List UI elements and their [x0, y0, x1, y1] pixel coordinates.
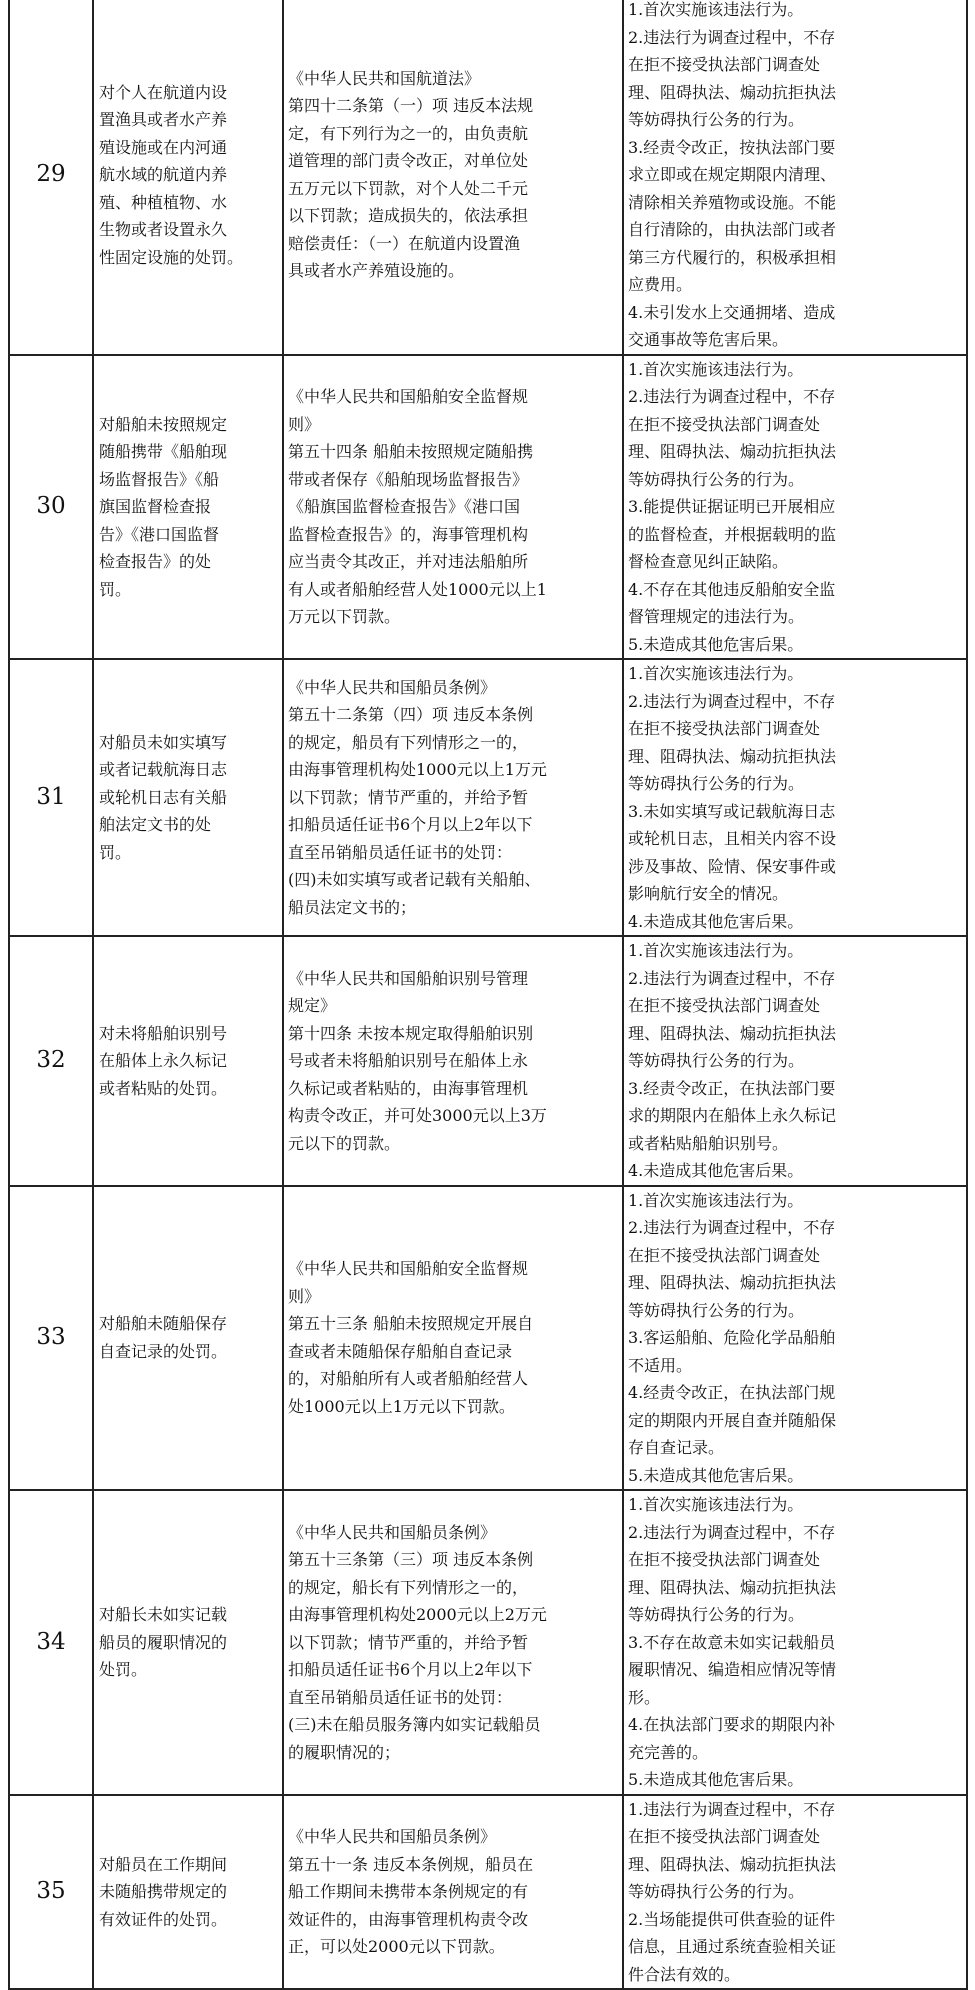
- violation-line: 告》《港口国监督: [99, 524, 220, 544]
- row-number: 31: [9, 659, 93, 936]
- row-number: 30: [9, 355, 93, 660]
- legal-basis-line: 带或者保存《船舶现场监督报告》: [288, 469, 529, 489]
- condition-line: 在拒不接受执法部门调查处: [628, 414, 821, 434]
- condition-line: 第三方代履行的，积极承担相: [628, 247, 837, 267]
- condition-line: 应费用。: [628, 275, 693, 294]
- condition-line: 交通事故等危害后果。: [628, 330, 789, 349]
- legal-basis-line: 《中华人民共和国船员条例》: [288, 1522, 497, 1542]
- legal-basis-line: 第十四条 未按本规定取得船舶识别: [288, 1023, 534, 1043]
- table-row: [9, 659, 967, 936]
- violation-name-cell: [93, 1795, 283, 1990]
- condition-line: 3.能提供证据证明已开展相应: [628, 497, 836, 516]
- row-number: 35: [9, 1795, 93, 1990]
- condition-line: 2.违法行为调查过程中，不存: [628, 1522, 836, 1542]
- condition-line: 1.首次实施该违法行为。: [628, 1190, 804, 1210]
- legal-basis-line: 五万元以下罚款，对个人处二千元: [288, 178, 529, 198]
- violation-line: 置渔具或者水产养: [99, 110, 228, 129]
- condition-line: 1.首次实施该违法行为。: [628, 664, 804, 683]
- exemption-conditions-cell: [623, 936, 967, 1186]
- condition-line: 2.违法行为调查过程中，不存: [628, 1218, 836, 1237]
- legal-basis-line: 处1000元以上1万元以下罚款。: [288, 1396, 515, 1416]
- legal-basis-line: 效证件的，由海事管理机构责令改: [288, 1909, 529, 1929]
- condition-line: 3.客运船舶、危险化学品船舶: [628, 1328, 836, 1347]
- violation-line: 随船携带《船舶现: [99, 442, 228, 461]
- violation-name-cell: [93, 1186, 283, 1491]
- violation-line: 或者记载航海日志: [99, 760, 228, 780]
- legal-basis-line: 第五十一条 违反本条例规，船员在: [288, 1854, 534, 1874]
- row-number: 32: [9, 936, 93, 1186]
- condition-line: 1.首次实施该违法行为。: [628, 941, 804, 960]
- condition-line: 3.不存在故意未如实记载船员: [628, 1632, 836, 1652]
- legal-basis-line: 以下罚款；造成损失的，依法承担: [288, 206, 529, 226]
- legal-basis-line: 直至吊销船员适任证书的处罚：: [288, 842, 513, 862]
- legal-basis-cell: [283, 0, 623, 355]
- condition-line: 理、阻碍执法、煽动抗拒执法: [628, 442, 837, 461]
- violation-line: 对船员未如实填写: [99, 732, 228, 752]
- violation-name-cell: [93, 1490, 283, 1795]
- condition-line: 定的期限内开展自查并随船保: [628, 1410, 837, 1430]
- table-row: [9, 1795, 967, 1990]
- exemption-conditions-cell: [623, 659, 967, 936]
- violation-line: 船员的履职情况的: [99, 1632, 228, 1652]
- legal-basis-line: 以下罚款；情节严重的，并给予暂: [288, 1632, 529, 1652]
- condition-line: 履职情况、编造相应情况等情: [628, 1660, 837, 1679]
- violation-line: 场监督报告》《船: [99, 469, 220, 489]
- condition-line: 不适用。: [628, 1355, 693, 1375]
- condition-line: 在拒不接受执法部门调查处: [628, 1245, 821, 1265]
- condition-line: 理、阻碍执法、煽动抗拒执法: [628, 1023, 837, 1043]
- condition-line: 1.首次实施该违法行为。: [628, 359, 804, 379]
- legal-basis-line: 《中华人民共和国船舶识别号管理: [288, 968, 529, 988]
- legal-basis-line: 《中华人民共和国船舶安全监督规: [288, 1259, 529, 1279]
- legal-basis-line: 应当责令其改正，并对违法船舶所: [288, 552, 529, 571]
- condition-line: 在拒不接受执法部门调查处: [628, 996, 821, 1015]
- legal-basis-line: (三)未在船员服务簿内如实记载船员: [288, 1715, 541, 1734]
- exemption-conditions-cell: [623, 355, 967, 660]
- legal-basis-line: 赔偿责任：（一）在航道内设置渔: [288, 233, 521, 253]
- violation-line: 或轮机日志有关船: [99, 787, 228, 807]
- legal-basis-line: 则》: [288, 1286, 321, 1306]
- violation-line: 有效证件的处罚。: [99, 1909, 228, 1929]
- condition-line: 5.未造成其他危害后果。: [628, 634, 804, 654]
- legal-basis-line: 号或者未将船舶识别号在船体上永: [288, 1051, 529, 1070]
- condition-line: 自行清除的，由执法部门或者: [628, 220, 837, 239]
- condition-line: 督检查意见纠正缺陷。: [628, 552, 789, 571]
- violation-line: 罚。: [99, 579, 132, 599]
- legal-basis-line: 万元以下罚款。: [288, 607, 401, 626]
- condition-line: 等妨碍执行公务的行为。: [628, 110, 805, 129]
- legal-basis-line: 的，对船舶所有人或者船舶经营人: [288, 1369, 529, 1389]
- violation-line: 自查记录的处罚。: [99, 1341, 228, 1361]
- condition-line: 理、阻碍执法、煽动抗拒执法: [628, 1854, 837, 1874]
- legal-basis-line: 道管理的部门责令改正，对单位处: [288, 151, 529, 171]
- condition-line: 2.当场能提供可供查验的证件: [628, 1909, 836, 1929]
- legal-basis-line: 由海事管理机构处2000元以上2万元: [288, 1605, 547, 1624]
- legal-basis-cell: [283, 659, 623, 936]
- legal-basis-line: 构责令改正，并可处3000元以上3万: [288, 1106, 547, 1125]
- condition-line: 4.未引发水上交通拥堵、造成: [628, 302, 836, 322]
- legal-basis-line: 查或者未随船保存船舶自查记录: [288, 1341, 513, 1361]
- legal-basis-line: 第五十四条 船舶未按照规定随船携: [288, 442, 534, 461]
- legal-basis-cell: [283, 936, 623, 1186]
- violation-line: 生物或者设置永久: [99, 220, 228, 239]
- violation-line: 殖设施或在内河通: [99, 137, 228, 157]
- legal-basis-line: 《船旗国监督检查报告》《港口国: [288, 497, 521, 516]
- legal-basis-line: 的规定，船长有下列情形之一的，: [288, 1577, 529, 1597]
- violation-line: 处罚。: [99, 1660, 148, 1679]
- condition-line: 4.不存在其他违反船舶安全监: [628, 579, 836, 599]
- condition-line: 形。: [628, 1687, 661, 1707]
- condition-line: 4.经责令改正，在执法部门规: [628, 1383, 836, 1402]
- legal-basis-line: 规定》: [288, 996, 337, 1015]
- legal-basis-line: 《中华人民共和国航道法》: [288, 68, 481, 88]
- legal-basis-line: 第五十三条 船舶未按照规定开展自: [288, 1314, 534, 1334]
- condition-line: 件合法有效的。: [628, 1964, 741, 1984]
- condition-line: 影响航行安全的情况。: [628, 884, 789, 903]
- condition-line: 5.未造成其他危害后果。: [628, 1465, 804, 1485]
- condition-line: 4.在执法部门要求的期限内补: [628, 1715, 836, 1734]
- legal-basis-line: 元以下的罚款。: [288, 1133, 401, 1153]
- condition-line: 在拒不接受执法部门调查处: [628, 719, 821, 738]
- exemption-conditions-cell: [623, 1795, 967, 1990]
- condition-line: 在拒不接受执法部门调查处: [628, 55, 821, 74]
- violation-name-cell: [93, 936, 283, 1186]
- violation-line: 对船舶未按照规定: [99, 414, 228, 434]
- exemption-conditions-cell: [623, 0, 967, 355]
- condition-line: 4.未造成其他危害后果。: [628, 1161, 804, 1180]
- condition-line: 2.违法行为调查过程中，不存: [628, 968, 836, 988]
- condition-line: 求立即或在规定期限内清理、: [628, 165, 837, 184]
- condition-line: 2.违法行为调查过程中，不存: [628, 387, 836, 406]
- exemption-conditions-cell: [623, 1186, 967, 1491]
- condition-line: 等妨碍执行公务的行为。: [628, 774, 805, 793]
- violation-line: 对船舶未随船保存: [99, 1314, 228, 1334]
- legal-basis-line: 的规定，船员有下列情形之一的，: [288, 732, 529, 752]
- row-number: 29: [9, 0, 93, 355]
- legal-basis-line: 第四十二条第（一）项 违反本法规: [288, 96, 534, 116]
- condition-line: 3.未如实填写或记载航海日志: [628, 801, 836, 821]
- condition-line: 2.违法行为调查过程中，不存: [628, 27, 836, 47]
- violation-line: 航水域的航道内养: [99, 165, 228, 184]
- condition-line: 或轮机日志，且相关内容不设: [628, 829, 837, 848]
- violation-line: 或者粘贴的处罚。: [99, 1078, 228, 1098]
- violation-line: 旗国监督检查报: [99, 497, 212, 516]
- row-number: 34: [9, 1490, 93, 1795]
- condition-line: 等妨碍执行公务的行为。: [628, 1882, 805, 1901]
- condition-line: 督管理规定的违法行为。: [628, 607, 805, 626]
- condition-line: 或者粘贴船舶识别号。: [628, 1133, 789, 1153]
- legal-basis-line: 扣船员适任证书6个月以上2年以下: [288, 815, 533, 835]
- condition-line: 充完善的。: [628, 1742, 709, 1762]
- condition-line: 等妨碍执行公务的行为。: [628, 469, 805, 489]
- legal-basis-line: 扣船员适任证书6个月以上2年以下: [288, 1660, 533, 1679]
- exemption-conditions-cell: [623, 1490, 967, 1795]
- legal-basis-line: 监督检查报告》的，海事管理机构: [288, 524, 529, 544]
- legal-basis-line: 船员法定文书的；: [288, 897, 417, 917]
- violation-line: 性固定设施的处罚。: [99, 247, 244, 267]
- legal-basis-line: 以下罚款；情节严重的，并给予暂: [288, 787, 529, 807]
- table-row: [9, 1490, 967, 1795]
- condition-line: 等妨碍执行公务的行为。: [628, 1605, 805, 1624]
- legal-basis-line: 直至吊销船员适任证书的处罚：: [288, 1687, 513, 1707]
- legal-basis-line: 久标记或者粘贴的，由海事管理机: [288, 1078, 529, 1098]
- legal-basis-line: 有人或者船舶经营人处1000元以上1: [288, 579, 547, 599]
- legal-basis-line: 定，有下列行为之一的，由负责航: [288, 123, 529, 143]
- legal-basis-cell: [283, 1795, 623, 1990]
- violation-name-cell: [93, 659, 283, 936]
- violation-line: 殖、种植植物、水: [99, 192, 228, 212]
- legal-basis-line: 《中华人民共和国船员条例》: [288, 1827, 497, 1846]
- violation-line: 罚。: [99, 842, 132, 862]
- violation-line: 检查报告》的处: [99, 552, 212, 571]
- condition-line: 1.违法行为调查过程中，不存: [628, 1799, 836, 1819]
- condition-line: 3.经责令改正，按执法部门要: [628, 137, 836, 157]
- condition-line: 理、阻碍执法、煽动抗拒执法: [628, 1577, 837, 1597]
- legal-basis-line: 由海事管理机构处1000元以上1万元: [288, 760, 547, 780]
- violation-line: 对个人在航道内设: [99, 82, 228, 102]
- violation-line: 对船长未如实记载: [99, 1605, 228, 1624]
- table-row: [9, 1186, 967, 1491]
- condition-line: 理、阻碍执法、煽动抗拒执法: [628, 746, 837, 766]
- condition-line: 的监督检查，并根据载明的监: [628, 524, 837, 544]
- legal-basis-line: 的履职情况的；: [288, 1742, 401, 1762]
- condition-line: 在拒不接受执法部门调查处: [628, 1550, 821, 1569]
- violation-line: 对船员在工作期间: [99, 1854, 228, 1874]
- condition-line: 信息，且通过系统查验相关证: [628, 1937, 837, 1956]
- condition-line: 1.首次实施该违法行为。: [628, 0, 804, 19]
- table-row: [9, 0, 967, 355]
- legal-basis-cell: [283, 1186, 623, 1491]
- legal-basis-line: 《中华人民共和国船舶安全监督规: [288, 387, 529, 406]
- violation-line: 舶法定文书的处: [99, 815, 212, 835]
- condition-line: 涉及事故、险情、保安事件或: [628, 856, 837, 876]
- row-number: 33: [9, 1186, 93, 1491]
- condition-line: 等妨碍执行公务的行为。: [628, 1051, 805, 1070]
- legal-basis-line: 正，可以处2000元以下罚款。: [288, 1937, 505, 1956]
- legal-basis-line: 船工作期间未携带本条例规定的有: [288, 1882, 529, 1901]
- condition-line: 3.经责令改正，在执法部门要: [628, 1078, 836, 1098]
- condition-line: 理、阻碍执法、煽动抗拒执法: [628, 1273, 837, 1292]
- condition-line: 存自查记录。: [628, 1438, 725, 1457]
- condition-line: 清除相关养殖物或设施。不能: [628, 192, 837, 212]
- condition-line: 4.未造成其他危害后果。: [628, 911, 804, 931]
- violation-name-cell: [93, 355, 283, 660]
- condition-line: 求的期限内在船体上永久标记: [628, 1106, 837, 1125]
- legal-basis-line: 具或者水产养殖设施的。: [288, 261, 465, 281]
- legal-basis-cell: [283, 1490, 623, 1795]
- condition-line: 理、阻碍执法、煽动抗拒执法: [628, 82, 837, 102]
- condition-line: 在拒不接受执法部门调查处: [628, 1827, 821, 1846]
- condition-line: 5.未造成其他危害后果。: [628, 1770, 804, 1789]
- violation-line: 对未将船舶识别号: [99, 1023, 228, 1043]
- table-row: [9, 355, 967, 660]
- legal-basis-line: 第五十二条第（四）项 违反本条例: [288, 705, 534, 725]
- condition-line: 1.首次实施该违法行为。: [628, 1495, 804, 1514]
- violation-name-cell: [93, 0, 283, 355]
- violation-line: 在船体上永久标记: [99, 1051, 228, 1070]
- condition-line: 等妨碍执行公务的行为。: [628, 1300, 805, 1320]
- condition-line: 2.违法行为调查过程中，不存: [628, 691, 836, 711]
- legal-basis-line: 则》: [288, 414, 321, 434]
- violation-line: 未随船携带规定的: [99, 1882, 228, 1901]
- legal-basis-cell: [283, 355, 623, 660]
- legal-basis-line: (四)未如实填写或者记载有关船舶、: [288, 870, 541, 890]
- legal-basis-line: 第五十三条第（三）项 违反本条例: [288, 1550, 534, 1569]
- table-row: [9, 936, 967, 1186]
- penalty-exemption-table: [8, 0, 968, 1990]
- legal-basis-line: 《中华人民共和国船员条例》: [288, 677, 497, 697]
